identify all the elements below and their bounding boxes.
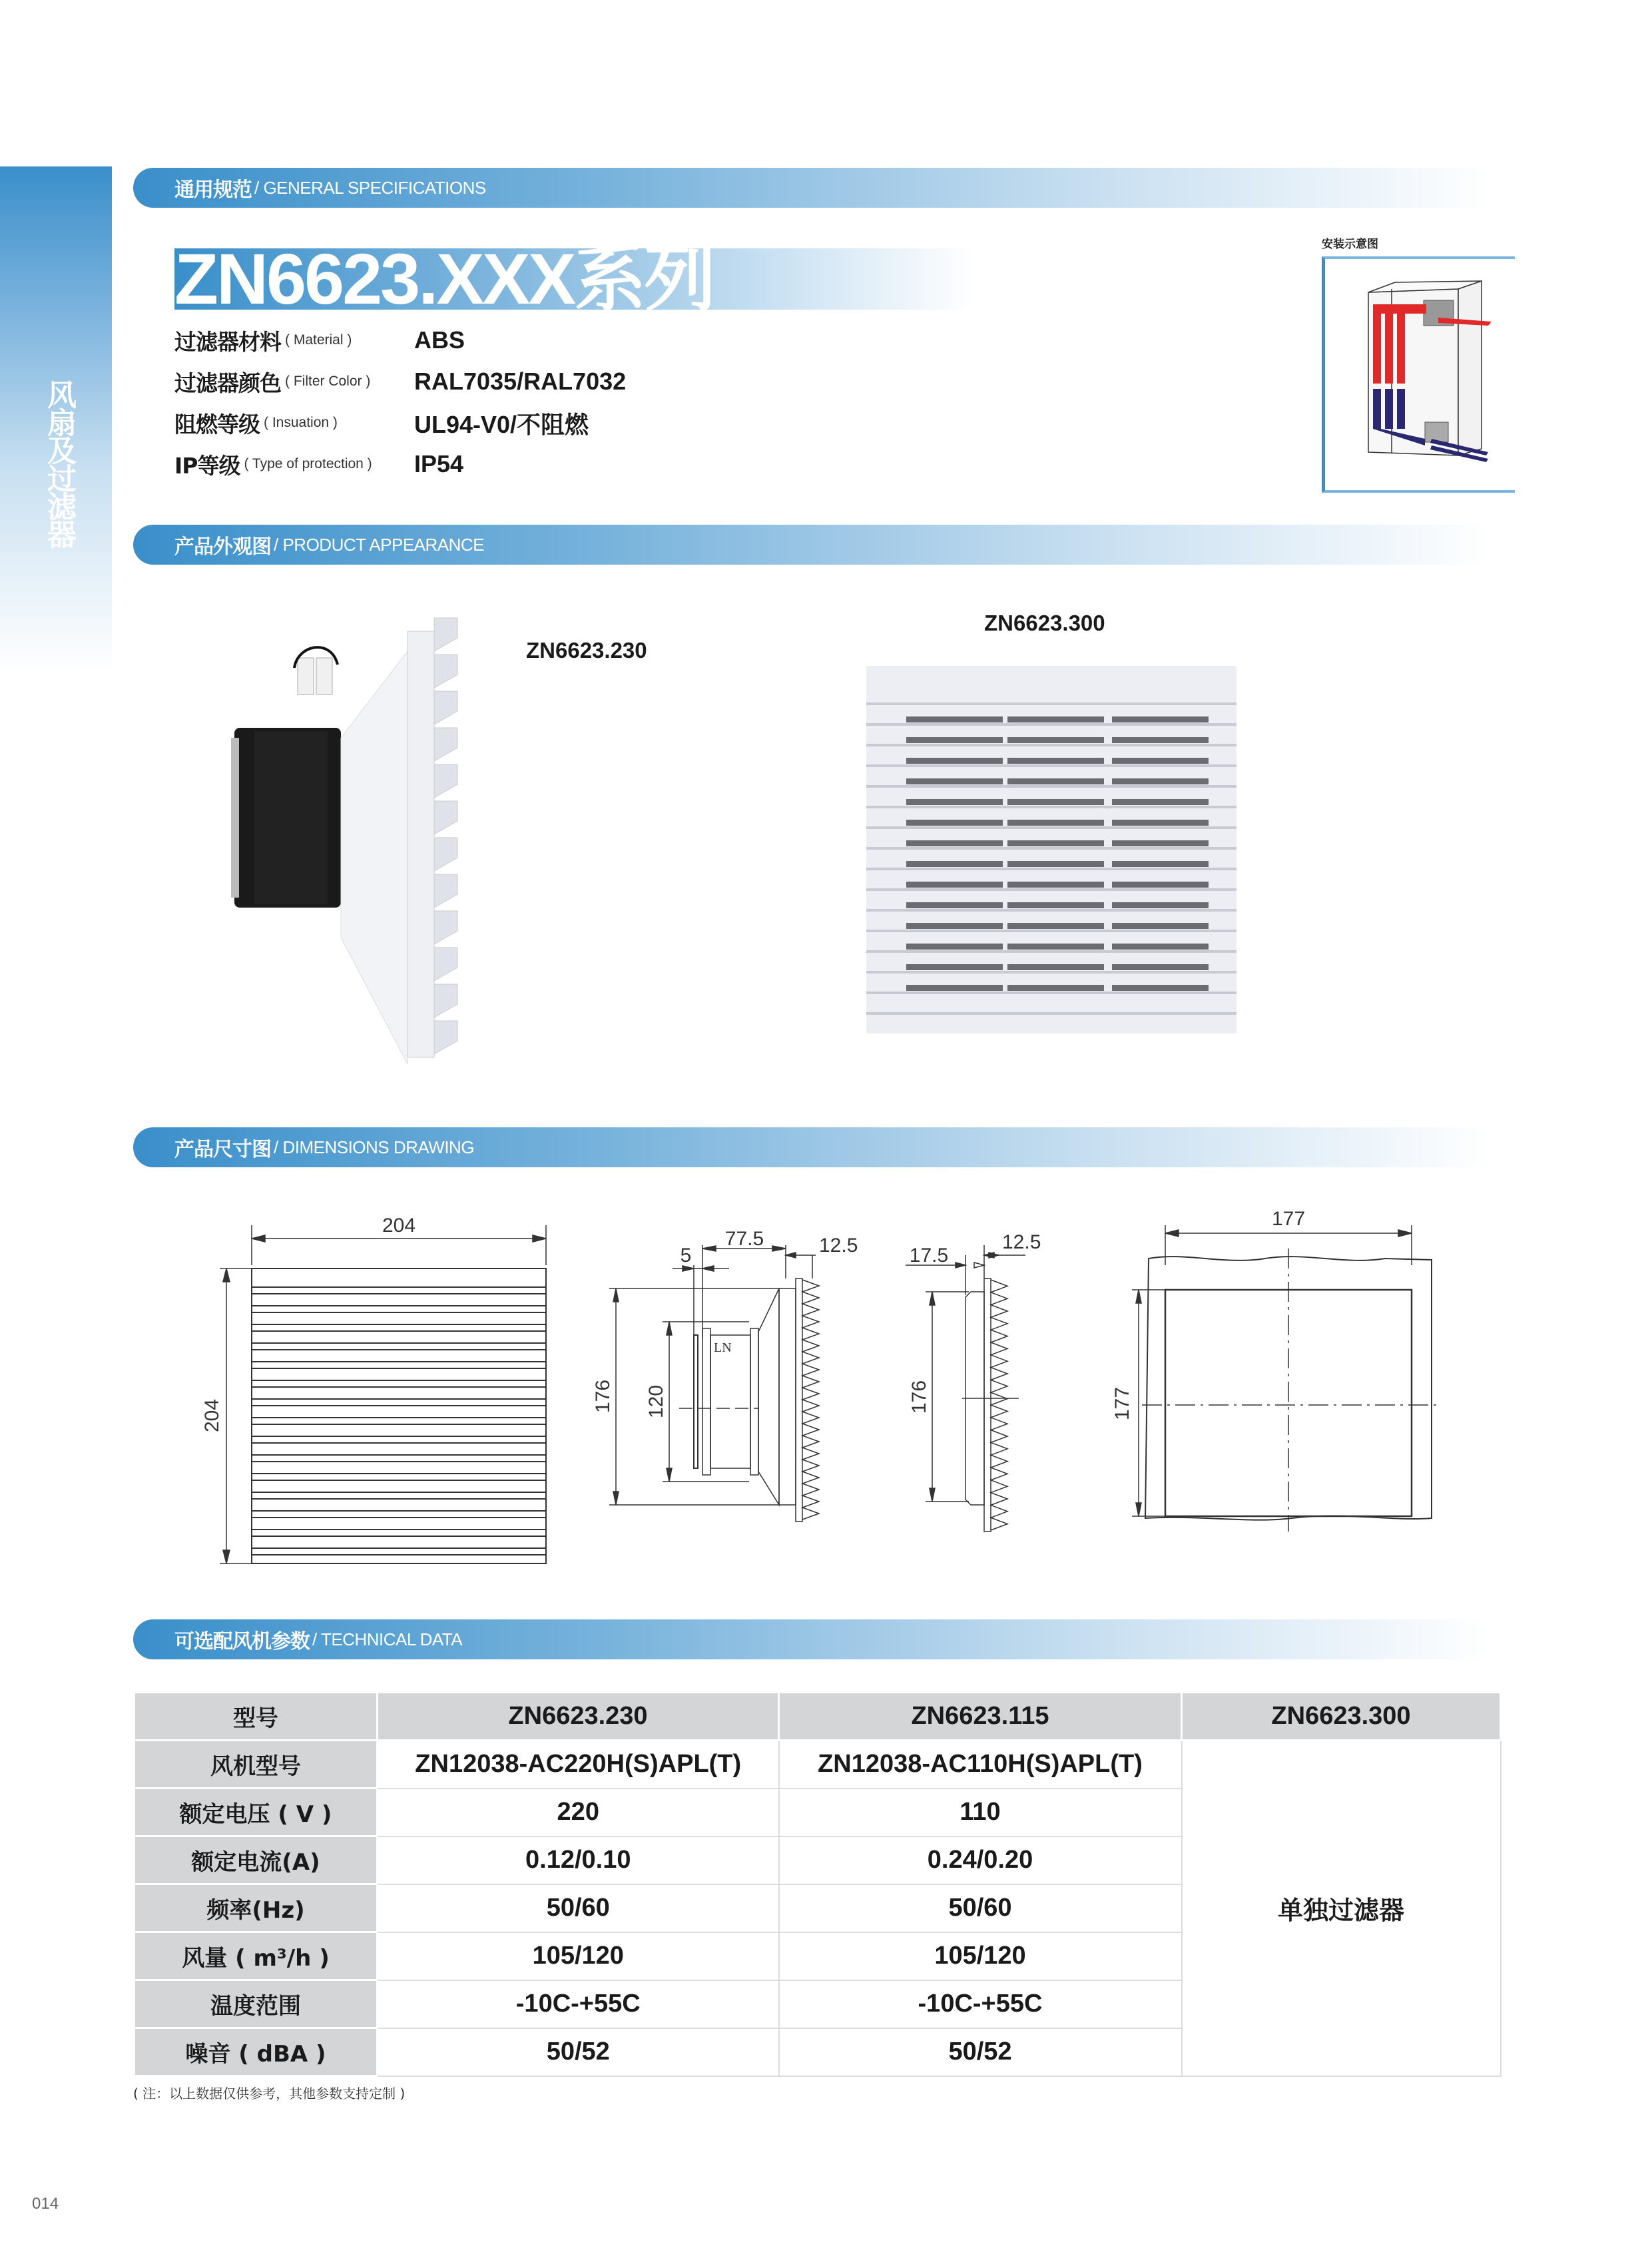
spec-label: IP等级 <box>174 452 240 479</box>
cell: ZN12038-AC110H(S)APL(T) <box>779 1741 1182 1789</box>
grille-opening <box>1007 944 1104 950</box>
dim-cutout-height: 177 <box>1111 1386 1133 1421</box>
cell: -10C-+55C <box>779 1980 1182 2028</box>
grille-opening <box>1112 985 1209 991</box>
section-title-cn: 产品外观图 <box>174 535 271 559</box>
grille-slat <box>866 785 1237 788</box>
cell: 50/52 <box>779 2028 1182 2076</box>
section-header-general <box>133 168 1492 208</box>
grille-opening <box>906 944 1003 950</box>
row-label: 额定电压 ( V ) <box>135 1789 378 1836</box>
section-title-cn: 产品尺寸图 <box>174 1138 271 1161</box>
footnote: ( 注：以上数据仅供参考，其他参数支持定制 ) <box>133 2086 406 2102</box>
cell: 105/120 <box>378 1932 779 1980</box>
grille-opening <box>1007 778 1104 784</box>
grille-opening <box>906 861 1003 867</box>
grille-opening <box>1007 737 1104 743</box>
grille-opening <box>906 902 1003 908</box>
grille-opening <box>906 758 1003 764</box>
cell: 50/60 <box>378 1884 779 1932</box>
grille-opening <box>1007 902 1104 908</box>
table-row <box>135 1741 1501 1789</box>
grille-opening <box>1112 902 1209 908</box>
grille-opening <box>1007 923 1104 929</box>
dim-fan-fin: 12.5 <box>819 1235 858 1257</box>
spec-label-en: ( Insuation ) <box>264 415 338 430</box>
grille-opening <box>1112 840 1209 846</box>
install-diagram <box>1322 256 1515 493</box>
grille-slat <box>866 847 1237 850</box>
section-title-cn: 通用规范 <box>174 178 252 202</box>
spec-value: UL94-V0/不阻燃 <box>414 410 589 438</box>
grille-opening <box>1112 944 1209 950</box>
grille-opening <box>1112 923 1209 929</box>
spec-label-en: ( Type of protection ) <box>244 456 372 471</box>
row-label: 噪音 ( dBA ) <box>135 2028 378 2076</box>
product-label-fan: ZN6623.230 <box>526 638 647 663</box>
section-header-technical <box>133 1619 1492 1659</box>
cabinet-airflow-illustration <box>1325 259 1515 490</box>
spec-label: 阻燃等级 <box>174 411 260 437</box>
grille-opening <box>1112 778 1209 784</box>
cell: ZN12038-AC220H(S)APL(T) <box>378 1741 779 1789</box>
grille-opening <box>1007 716 1104 722</box>
section-title-en: / DIMENSIONS DRAWING <box>274 1137 475 1157</box>
grille-opening <box>1112 882 1209 888</box>
grille-opening <box>906 799 1003 805</box>
grille-slat <box>866 744 1237 746</box>
cell: -10C-+55C <box>378 1980 779 2028</box>
grille-slat <box>866 868 1237 870</box>
cell: 220 <box>378 1789 779 1836</box>
front-view-drawing <box>193 1205 566 1578</box>
grille-slat <box>866 826 1237 829</box>
filter-grille-photo <box>866 666 1237 1033</box>
grille-opening <box>906 964 1003 970</box>
grille-opening <box>1007 820 1104 826</box>
cell: 50/52 <box>378 2028 779 2076</box>
dim-filter-depth: 17.5 <box>909 1245 949 1266</box>
cell: 0.24/0.20 <box>779 1836 1182 1884</box>
grille-opening <box>1112 964 1209 970</box>
row-label: 频率(Hz) <box>135 1884 378 1932</box>
spec-value: ABS <box>414 326 465 354</box>
table-header-row <box>135 1693 1501 1741</box>
spec-value: RAL7035/RAL7032 <box>414 368 627 395</box>
spec-row-material <box>174 324 465 357</box>
section-title-en: / TECHNICAL DATA <box>312 1629 463 1649</box>
dim-front-width: 204 <box>382 1215 416 1237</box>
grille-opening <box>1007 799 1104 805</box>
grille-opening <box>906 737 1003 743</box>
spec-row-ip-rating <box>174 447 464 481</box>
grille-slat <box>866 971 1237 974</box>
section-title-en: / GENERAL SPECIFICATIONS <box>254 177 486 198</box>
product-series-title-band <box>174 238 973 319</box>
grille-slat <box>866 1012 1237 1015</box>
spec-row-color <box>174 365 627 398</box>
side-view-fan-drawing <box>586 1219 858 1571</box>
spec-label-en: ( Filter Color ) <box>285 374 371 389</box>
terminal-label: LN <box>714 1340 732 1355</box>
grille-slat <box>866 723 1237 726</box>
dim-fan-depth: 77.5 <box>724 1228 764 1250</box>
table-header-cell: ZN6623.115 <box>779 1693 1182 1741</box>
intake-fan <box>1425 422 1448 442</box>
side-view-filter-drawing <box>899 1219 1085 1571</box>
install-diagram-label: 安装示意图 <box>1322 238 1378 251</box>
grille-opening <box>1112 799 1209 805</box>
grille-opening <box>1007 758 1104 764</box>
row-label: 额定电流(A) <box>135 1836 378 1884</box>
page-number: 014 <box>32 2195 59 2213</box>
row-label: 温度范围 <box>135 1980 378 2028</box>
grille-opening <box>1007 882 1104 888</box>
dim-fan-offset: 5 <box>680 1245 692 1266</box>
side-category-label: 风扇及过滤器 <box>42 380 76 547</box>
grille-slat <box>866 806 1237 808</box>
technical-data-table <box>133 1691 1502 2077</box>
section-title-en: / PRODUCT APPEARANCE <box>274 534 485 555</box>
dim-fan-height: 176 <box>592 1379 614 1414</box>
grille-opening <box>1007 985 1104 991</box>
grille-slat <box>866 909 1237 912</box>
grille-opening <box>906 820 1003 826</box>
grille-slat <box>866 888 1237 891</box>
grille-opening <box>1112 737 1209 743</box>
side-category-tab <box>0 166 112 673</box>
grille-opening <box>906 716 1003 722</box>
table-header-cell: 型号 <box>135 1693 378 1741</box>
table-header-cell: ZN6623.300 <box>1182 1693 1501 1741</box>
cell: 50/60 <box>779 1884 1182 1932</box>
table-header-cell: ZN6623.230 <box>378 1693 779 1741</box>
grille-slat <box>866 930 1237 932</box>
grille-slat <box>866 950 1237 953</box>
row-label: 风量 ( m³/h ) <box>135 1932 378 1980</box>
product-label-filter: ZN6623.300 <box>984 611 1105 635</box>
grille-opening <box>906 840 1003 846</box>
grille-opening <box>906 882 1003 888</box>
grille-slat <box>866 764 1237 767</box>
grille-opening <box>906 985 1003 991</box>
spec-value: IP54 <box>414 450 464 477</box>
fan-filter-photo <box>231 591 471 1071</box>
grille-opening <box>1112 820 1209 826</box>
spec-row-flame-rating <box>174 406 589 439</box>
section-header-dimensions <box>133 1127 1492 1167</box>
cell: 105/120 <box>779 1932 1182 1980</box>
grille-opening <box>906 923 1003 929</box>
cell: 0.12/0.10 <box>378 1836 779 1884</box>
grille-opening <box>1007 964 1104 970</box>
grille-slat <box>866 991 1237 994</box>
dim-filter-height: 176 <box>908 1380 930 1414</box>
grille-opening <box>1007 861 1104 867</box>
product-series-title: ZN6623.XXX系列 <box>174 238 714 319</box>
dim-cutout-width: 177 <box>1271 1208 1306 1230</box>
grille-opening <box>1112 861 1209 867</box>
spec-label-en: ( Material ) <box>285 332 352 348</box>
dim-filter-fin: 12.5 <box>1002 1231 1041 1253</box>
section-header-appearance <box>133 525 1492 565</box>
panel-cutout-drawing <box>1092 1199 1452 1571</box>
grille-slat <box>866 702 1237 705</box>
grille-opening <box>1007 840 1104 846</box>
dim-fan-size: 120 <box>645 1384 667 1419</box>
section-title-cn: 可选配风机参数 <box>174 1630 310 1653</box>
grille-opening <box>1112 716 1209 722</box>
grille-opening <box>1112 758 1209 764</box>
grille-opening <box>906 778 1003 784</box>
dim-front-height: 204 <box>201 1398 223 1433</box>
spec-label: 过滤器颜色 <box>174 370 281 396</box>
cell: 110 <box>779 1789 1182 1836</box>
row-label: 风机型号 <box>135 1741 378 1789</box>
spec-label: 过滤器材料 <box>174 328 281 355</box>
merged-cell-filter-only: 单独过滤器 <box>1182 1741 1501 2076</box>
